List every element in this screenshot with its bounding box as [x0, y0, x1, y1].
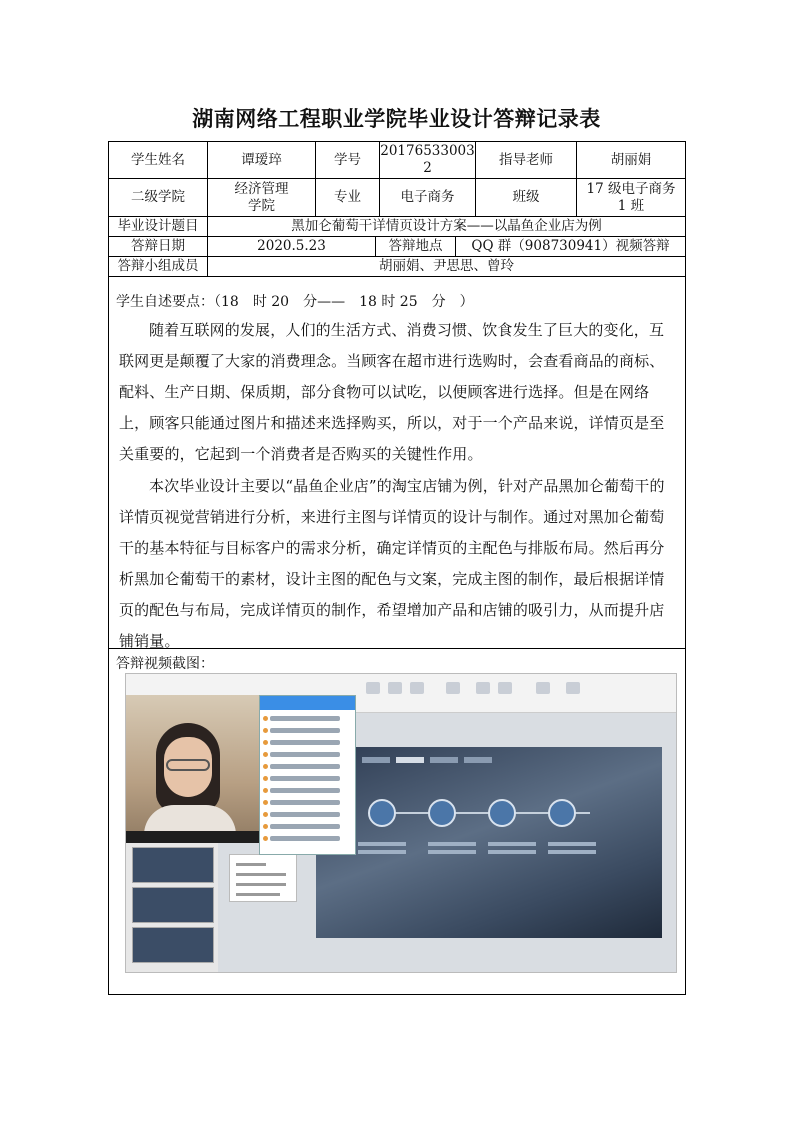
video-heading: 答辩视频截图： [116, 656, 214, 672]
row-panel [109, 257, 685, 277]
row-date [109, 237, 685, 257]
row-topic [109, 217, 685, 237]
major: 电子商务 [380, 179, 476, 216]
class-line2: 1 班 [617, 197, 645, 214]
date-label: 答辩日期 [109, 237, 208, 256]
context-menu [229, 854, 297, 902]
student-id-line1: 20176533003 [380, 143, 475, 159]
row-student [109, 142, 685, 179]
self-statement-section [109, 277, 685, 649]
major-label: 专业 [316, 179, 380, 216]
topic: 黑加仑葡萄干详情页设计方案——以晶鱼企业店为例 [291, 218, 602, 234]
class-line1: 17 级电子商务 [586, 180, 676, 197]
self-statement-paragraph-1: 随着互联网的发展，人们的生活方式、消费习惯、饮食发生了巨大的变化，互联网更是颠覆了大家的消费理念。当顾客在超市进行选购时，会查看商品的商标、配料、生产日期、保质期，部分食物可以试吃，以便顾客进行选择。但是在网络上，顾客只能通过图片和描述来选择购买，所以，对于一个产品来说，详情页是至关重要的，它起到一个消费者是否购买的关键性作用。 [119, 321, 665, 463]
college-label: 二级学院 [109, 179, 208, 216]
date: 2020.5.23 [208, 237, 376, 256]
self-statement-heading: 学生自述要点：（18 时 20 分—— 18 时 25 分 ） [116, 294, 474, 310]
college-line1: 经济管理 [234, 180, 289, 197]
panel-label: 答辩小组成员 [109, 257, 208, 276]
college [208, 179, 316, 216]
self-statement-paragraph-2: 本次毕业设计主要以“晶鱼企业店”的淘宝店铺为例，针对产品黑加仑葡萄干的详情页视觉营销进行分析，来进行主图与详情页的设计与制作。通过对黑加仑葡萄干的基本特征与目标客户的需求分析，确定详情页的主配色与排版布局。然后再分析黑加仑葡萄干的素材，设计主图的配色与文案，完成主图的制作，最后根据详情页的配色与布局，完成详情页的制作，希望增加产品和店铺的吸引力，从而提升店铺销量。 [119, 477, 665, 650]
place: QQ 群（908730941）视频答辩 [471, 238, 670, 254]
slide-preview [316, 747, 662, 938]
college-line2: 学院 [248, 197, 275, 214]
webcam-video [126, 695, 259, 843]
student-name: 谭瑷琗 [208, 142, 316, 178]
qq-group-window [259, 695, 356, 855]
panel: 胡丽娟、尹思思、曾玲 [379, 258, 514, 274]
student-id-line2: 2 [423, 160, 432, 176]
topic-label: 毕业设计题目 [109, 217, 208, 236]
defense-video-screenshot [125, 673, 677, 973]
student-name-label: 学生姓名 [109, 142, 208, 178]
advisor-label: 指导老师 [476, 142, 577, 178]
student-id-label: 学号 [316, 142, 380, 178]
slide-thumbnails [126, 843, 218, 972]
row-college [109, 179, 685, 217]
page-title: 湖南网络工程职业学院毕业设计答辩记录表 [192, 107, 601, 131]
student-id [380, 142, 476, 178]
class-label: 班级 [476, 179, 577, 216]
record-table [108, 141, 686, 995]
advisor: 胡丽娟 [610, 151, 652, 168]
class [577, 179, 685, 216]
place-label: 答辩地点 [376, 237, 456, 256]
